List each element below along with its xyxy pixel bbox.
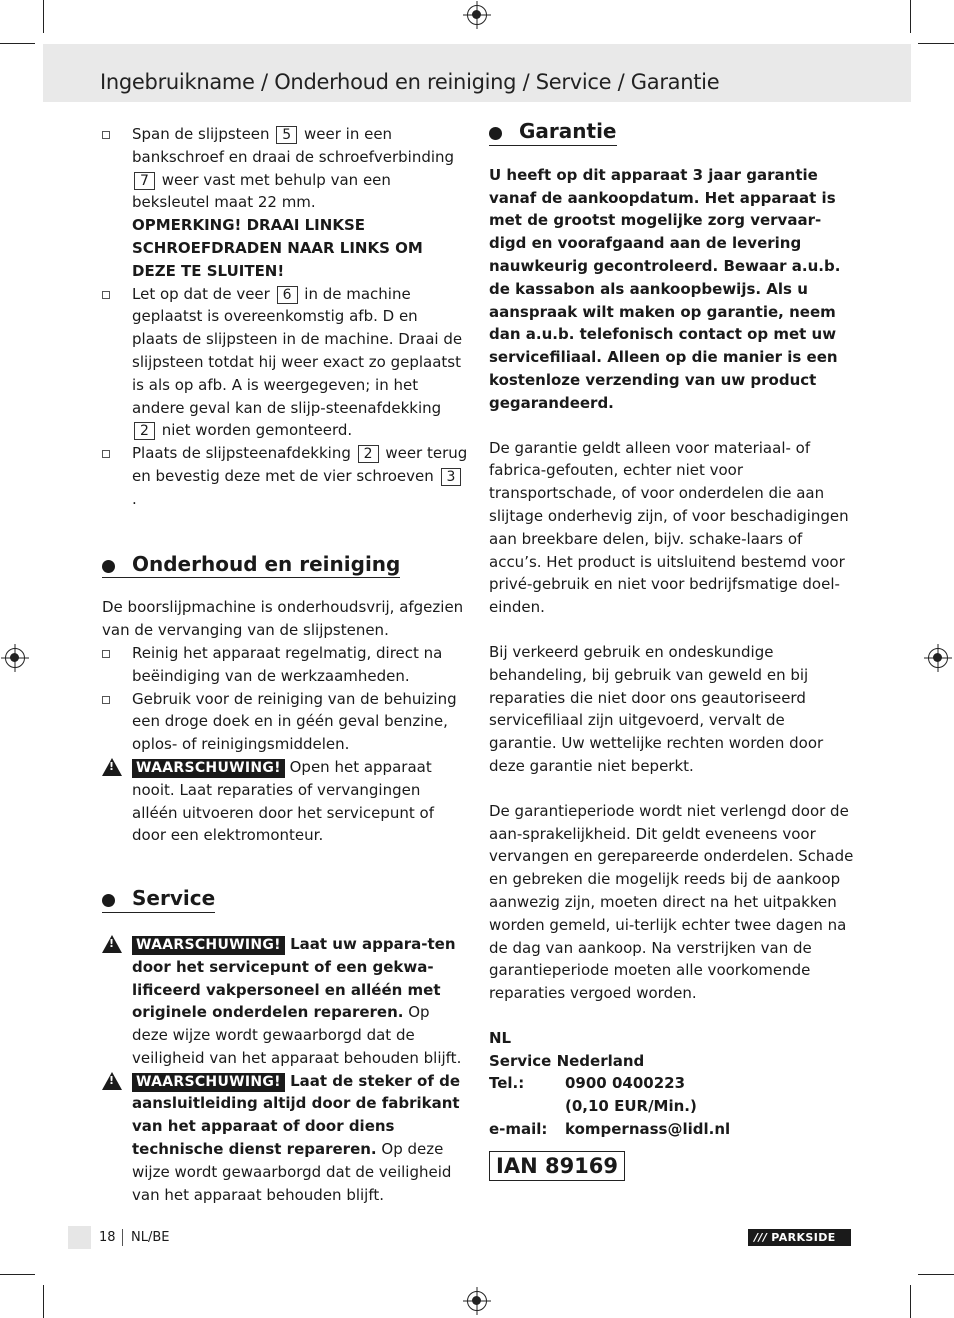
section-heading-maintenance (102, 553, 400, 579)
email-label: e-mail: (489, 1120, 548, 1139)
list-item (102, 283, 468, 443)
heading-bullet-icon (102, 894, 115, 907)
crop-mark (910, 0, 911, 33)
service-country: NL (489, 1028, 512, 1047)
note-text: OPMERKING! DRAAI LINKSE SCHROEFDRADEN NAAR LINKS OM DEZE TE SLUITEN! (132, 216, 423, 280)
left-column (102, 123, 468, 1206)
brand-name: PARKSIDE (771, 1231, 836, 1244)
tel-label: Tel.: (489, 1074, 525, 1093)
tel-rate: (0,10 EUR/Min.) (565, 1097, 697, 1116)
warning-label: WAARSCHUWING! (132, 759, 285, 778)
registration-mark-icon (928, 648, 948, 668)
part-number: 3 (441, 468, 462, 486)
part-number: 5 (276, 126, 297, 144)
heading-bullet-icon (102, 560, 115, 573)
step-text: weer terug en bevestig deze met de vier schroeven (132, 444, 468, 485)
list-item (102, 442, 468, 510)
warranty-paragraph: De garantie geldt alleen voor materiaal- of fabrica-gefouten, echter niet voor transportschade, of voor onderdelen die aan slijtage onderhevig zijn, of voor beschadigingen aan breekbare delen, bijv. schake-laars of accu’s. Het product is uitsluitend bestemd voor privé-gebruik en niet voor bedrijfsmatige doel-einden. (489, 438, 849, 617)
warranty-paragraph: De garantieperiode wordt niet verlengd door de aan-sprakelijkheid. Dit geldt eveneens voor vervangen en gerepareerde onderdelen. Schade en gebreken die mogelijk reeds bij de aankoop aanwezig zijn, moeten direct na het uitpakken worden gemeld, ui-terlijk echter twee dagen na de dag van aankoop. Na verstrijken van de garantieperiode moeten alle voorkomende reparaties vergoed worden. (489, 801, 854, 1003)
step-text: . (132, 489, 137, 508)
heading-text: Service (132, 886, 216, 911)
email-address[interactable]: kompernass@lidl.nl (565, 1120, 731, 1139)
page-title: Ingebruikname / Onderhoud en reiniging / Service / Garantie (100, 70, 720, 94)
section-heading-warranty (489, 120, 617, 146)
list-item (102, 123, 468, 283)
checkbox-bullet-icon (102, 450, 110, 458)
contact-table (489, 1072, 730, 1140)
warning-label: WAARSCHUWING! (132, 936, 285, 955)
warning-block: ! WAARSCHUWING! Laat uw appara-ten door het servicepunt of een gekwa-lificeerd vakpersoneel en alléén met originele onderdelen repareren. Op deze wijze wordt gewaarborgd dat de veiligheid van het apparaat behouden blijft. (102, 933, 468, 1070)
list-item (102, 688, 468, 756)
language-code: NL/BE (131, 1230, 170, 1245)
registration-mark-icon (5, 648, 25, 668)
warning-bold-text: Laat uw appara-ten door het servicepunt of een gekwa-lificeerd vakpersoneel en alléén met originele onderdelen repareren. (132, 934, 456, 1022)
warning-text: Op deze wijze wordt gewaarborgd dat de veiligheid van het apparaat behouden blijft. (132, 1140, 452, 1204)
section-heading-service (102, 887, 215, 913)
step-text: Plaats de slijpsteenafdekking (132, 444, 356, 463)
brand-stripes: /// (754, 1231, 768, 1244)
crop-mark (43, 1285, 44, 1318)
part-number: 6 (277, 286, 298, 304)
checkbox-bullet-icon (102, 650, 110, 658)
warning-text: Op deze wijze wordt gewaarborgd dat de veiligheid van het apparaat behouden blijft. (132, 1003, 462, 1067)
warranty-paragraph: Bij verkeerd gebruik en ondeskundige behandeling, bij gebruik van geweld en bij reparaties die niet door ons geautoriseerd servicefiliaal zijn uitgevoerd, vervalt de garantie. Uw wettelijke rechten worden door deze garantie niet beperkt. (489, 642, 824, 775)
service-name: Service Nederland (489, 1051, 645, 1070)
warning-label: WAARSCHUWING! (132, 1073, 285, 1092)
warning-block: ! WAARSCHUWING! Open het apparaat nooit. Laat reparaties of vervangingen alléén uitvoeren door het servicepunt of door een elektromonteur. (102, 756, 468, 847)
page-number: 18 (99, 1230, 116, 1245)
part-number: 2 (134, 422, 155, 440)
registration-mark-icon (467, 1291, 487, 1311)
checkbox-bullet-icon (102, 131, 110, 139)
step-text: weer vast met behulp van een beksleutel maat 22 mm. (132, 170, 391, 212)
checkbox-bullet-icon (102, 291, 110, 299)
step-text: in de machine geplaatst is overeenkomstig afb. D en plaats de slijpsteen in de machine. Draai de slijpsteen totdat hij weer exact zo geplaatst is als op afb. A is weergegeven; in het andere geval kan de slijp-steenafdekking (132, 284, 463, 417)
page-header (43, 44, 911, 102)
brand-logo (748, 1229, 851, 1246)
page-number-tab (68, 1226, 91, 1249)
tel-number: 0900 0400223 (565, 1074, 686, 1093)
step-text: Let op dat de veer (132, 284, 275, 303)
crop-mark (0, 1274, 35, 1275)
step-text: Span de slijpsteen (132, 125, 275, 143)
warning-bold-text: Laat de steker of de aansluitleiding altijd door de fabrikant van het apparaat of door diens technische dienst repareren. (132, 1071, 461, 1159)
right-column (489, 120, 855, 1181)
maintenance-intro: De boorslijpmachine is onderhoudsvrij, afgezien van de vervanging van de slijpstenen. (102, 598, 464, 640)
checkbox-bullet-icon (102, 696, 110, 704)
crop-mark (43, 0, 44, 33)
heading-text: Garantie (519, 119, 617, 143)
part-number: 7 (134, 172, 155, 190)
heading-bullet-icon (489, 127, 502, 140)
footer-divider (122, 1229, 123, 1246)
crop-mark (910, 1285, 911, 1318)
list-item (102, 642, 468, 688)
item-text: Gebruik voor de reiniging van de behuizing een droge doek en in géén geval benzine, oplos- of reinigingsmiddelen. (132, 689, 457, 754)
warning-block: ! WAARSCHUWING! Laat de steker of de aansluitleiding altijd door de fabrikant van het apparaat of door diens technische dienst repareren. Op deze wijze wordt gewaarborgd dat de veiligheid van het apparaat behouden blijft. (102, 1070, 468, 1207)
crop-mark (918, 1274, 954, 1275)
step-text: weer in een bankschroef en draai de schroefverbinding (132, 125, 455, 166)
item-text: Reinig het apparaat regelmatig, direct na beëindiging van de werkzaamheden. (132, 643, 443, 685)
warranty-bold-paragraph: U heeft op dit apparaat 3 jaar garantie vanaf de aankoopdatum. Het apparaat is met de grootst mogelijke zorg vervaar-digd en voorafgaand aan de levering nauwkeurig gecontroleerd. Bewaar a.u.b. de kassabon als aankoopbewijs. Als u aanspraak wilt maken op garantie, neem dan a.u.b. telefonisch contact op met uw servicefiliaal. Alleen op die manier is een kostenloze verzending van uw product gegarandeerd. (489, 165, 841, 412)
registration-mark-icon (467, 5, 487, 25)
part-number: 2 (358, 445, 379, 463)
warning-text: Open het apparaat nooit. Laat reparaties of vervangingen alléén uitvoeren door het servicepunt of door een elektromonteur. (132, 757, 435, 845)
step-text: niet worden gemonteerd. (156, 421, 353, 440)
crop-mark (918, 43, 954, 44)
ian-number: IAN 89169 (489, 1151, 625, 1181)
heading-text: Onderhoud en reiniging (132, 551, 401, 576)
crop-mark (0, 43, 35, 44)
